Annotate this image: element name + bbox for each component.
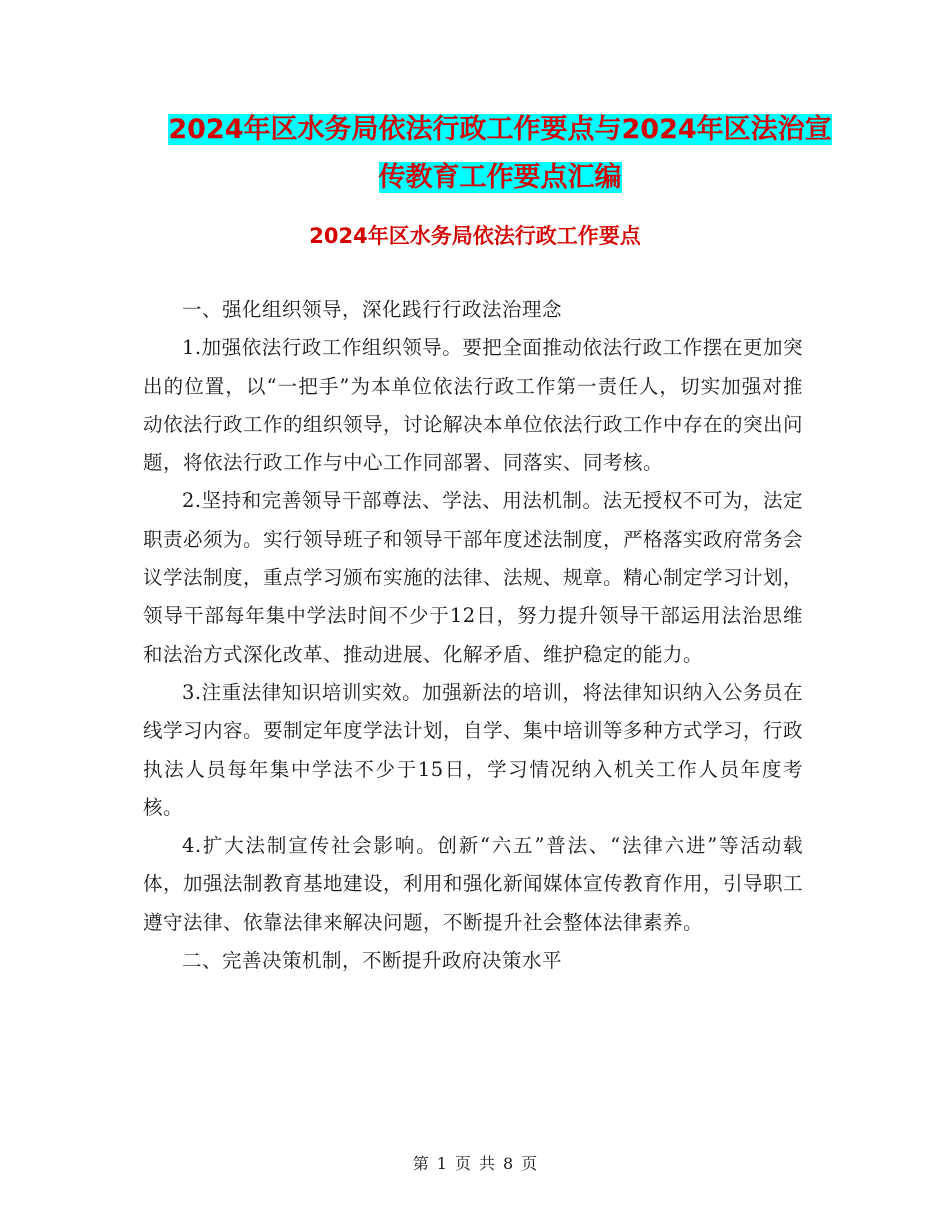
footer-total-unit: 页 xyxy=(521,1154,538,1173)
main-title-line-1: 2024年区水务局依法行政工作要点与2024年区法治宣 xyxy=(168,114,832,145)
document-body xyxy=(143,291,803,980)
section-heading-1: 一、强化组织领导，深化践行行政法治理念 xyxy=(182,298,563,321)
section-heading-2: 二、完善决策机制，不断提升政府决策水平 xyxy=(182,949,563,973)
footer-total-label: 共 xyxy=(479,1154,496,1173)
paragraph-item-2: 2.坚持和完善领导干部尊法、学法、用法机制。法无授权不可为，法定职责必须为。实行领导班子和领导干部年度述法制度，严格落实政府常务会议学法制度，重点学习颁布实施的法律、法规、规章。精心制定学习计划，领导干部每年集中学法时间不少于12日，努力提升领导干部运用法治思维和法治方式深化改革、推动进展、化解矛盾、维护稳定的能力。 xyxy=(143,489,804,666)
paragraph-item-3: 3.注重法律知识培训实效。加强新法的培训，将法律知识纳入公务员在线学习内容。要制定年度学法计划，自学、集中培训等多种方式学习，行政执法人员每年集中学法不少于15日，学习情况纳入机关工作人员年度考核。 xyxy=(143,680,804,819)
page-footer xyxy=(0,1152,950,1176)
paragraph-item-4: 4.扩大法制宣传社会影响。创新“六五”普法、“法律六进”等活动载体，加强法制教育基地建设，利用和强化新闻媒体宣传教育作用，引导职工遵守法律、依靠法律来解决问题，不断提升社会整体法律素养。 xyxy=(143,834,804,934)
footer-total-pages: 8 xyxy=(503,1154,514,1173)
paragraph-item-1: 1.加强依法行政工作组织领导。要把全面推动依法行政工作摆在更加突出的位置，以“一把手”为本单位依法行政工作第一责任人，切实加强对推动依法行政工作的组织领导，讨论解决本单位依法行政工作中存在的突出问题，将依法行政工作与中心工作同部署、同落实、同考核。 xyxy=(143,336,804,475)
section-title: 2024年区水务局依法行政工作要点 xyxy=(309,224,641,248)
footer-current-page: 1 xyxy=(436,1154,447,1173)
footer-page-unit: 页 xyxy=(454,1154,471,1173)
main-title xyxy=(140,106,860,202)
footer-page-label: 第 xyxy=(412,1154,429,1173)
main-title-line-2: 传教育工作要点汇编 xyxy=(378,162,622,193)
